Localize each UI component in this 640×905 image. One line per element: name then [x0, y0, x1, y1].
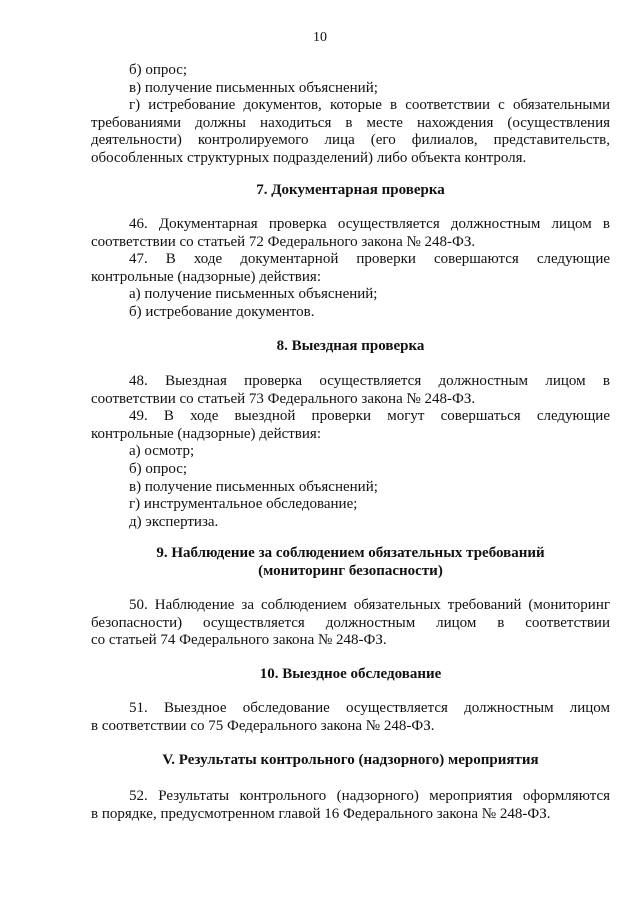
- paragraph-line: соответствии со статьей 72 Федерального закона № 248-ФЗ.: [91, 233, 476, 250]
- paragraph-line: 48. Выездная проверка осуществляется должностным лицом в: [129, 373, 610, 389]
- list-item: д) экспертиза.: [129, 513, 219, 530]
- paragraph-line: 52. Результаты контрольного (надзорного) мероприятия оформляются: [129, 788, 610, 804]
- paragraph-line: 51. Выездное обследование осуществляется должностным лицом: [129, 700, 610, 716]
- paragraph-line: со статьей 74 Федерального закона № 248-ФЗ.: [91, 632, 387, 649]
- top-list: [91, 62, 610, 168]
- list-item-continuation: деятельности) контролируемого лица (его филиалов, представительств,: [91, 132, 610, 149]
- list-item-continuation: обособленных структурных подразделений) либо объекта контроля.: [91, 149, 527, 166]
- section-heading-10: 10. Выездное обследование: [259, 666, 442, 682]
- section-heading-v: V. Результаты контрольного (надзорного) мероприятия: [162, 752, 539, 768]
- list-item: а) осмотр;: [129, 443, 195, 460]
- list-item: в) получение письменных объяснений;: [129, 79, 378, 96]
- list-item-continuation: требованиями должны находиться в месте нахождения (осуществления: [91, 114, 610, 131]
- list-item: в) получение письменных объяснений;: [129, 478, 378, 495]
- list-item: а) получение письменных объяснений;: [129, 286, 378, 303]
- paragraph-line: контрольные (надзорные) действия:: [91, 425, 321, 442]
- paragraph-line: 46. Документарная проверка осуществляется должностным лицом в: [129, 216, 610, 232]
- paragraph-line: безопасности) осуществляется должностным лицом в соответствии: [91, 614, 610, 631]
- paragraph-line: соответствии со статьей 73 Федерального закона № 248-ФЗ.: [91, 390, 476, 407]
- list-item: г) инструментальное обследование;: [129, 496, 358, 513]
- list-item: б) опрос;: [129, 460, 188, 477]
- list-item: г) истребование документов, которые в соответствии с обязательными: [129, 97, 610, 114]
- section-heading-9-line1: 9. Наблюдение за соблюдением обязательных требований: [156, 545, 545, 561]
- paragraph-line: контрольные (надзорные) действия:: [91, 268, 321, 285]
- section-heading-7: 7. Документарная проверка: [256, 182, 445, 198]
- section-8-body: [91, 373, 610, 531]
- section-7-body: [91, 216, 610, 322]
- paragraph-line: 50. Наблюдение за соблюдением обязательных требований (мониторинг: [129, 597, 610, 613]
- paragraph-line: в порядке, предусмотренном главой 16 Федерального закона № 248-ФЗ.: [91, 805, 551, 822]
- section-heading-9-line2: (мониторинг безопасности): [258, 563, 443, 579]
- section-9-body: [91, 597, 610, 650]
- section-10-body: [91, 700, 610, 735]
- page-number: 10: [313, 30, 327, 45]
- section-heading-8: 8. Выездная проверка: [276, 338, 425, 354]
- paragraph-line: 47. В ходе документарной проверки совершаются следующие: [129, 251, 610, 268]
- section-v-body: [91, 788, 610, 823]
- paragraph-line: 49. В ходе выездной проверки могут совершаться следующие: [129, 408, 610, 425]
- paragraph-line: в соответствии со 75 Федерального закона № 248-ФЗ.: [91, 717, 435, 734]
- list-item: б) опрос;: [129, 62, 188, 78]
- list-item: б) истребование документов.: [129, 303, 315, 320]
